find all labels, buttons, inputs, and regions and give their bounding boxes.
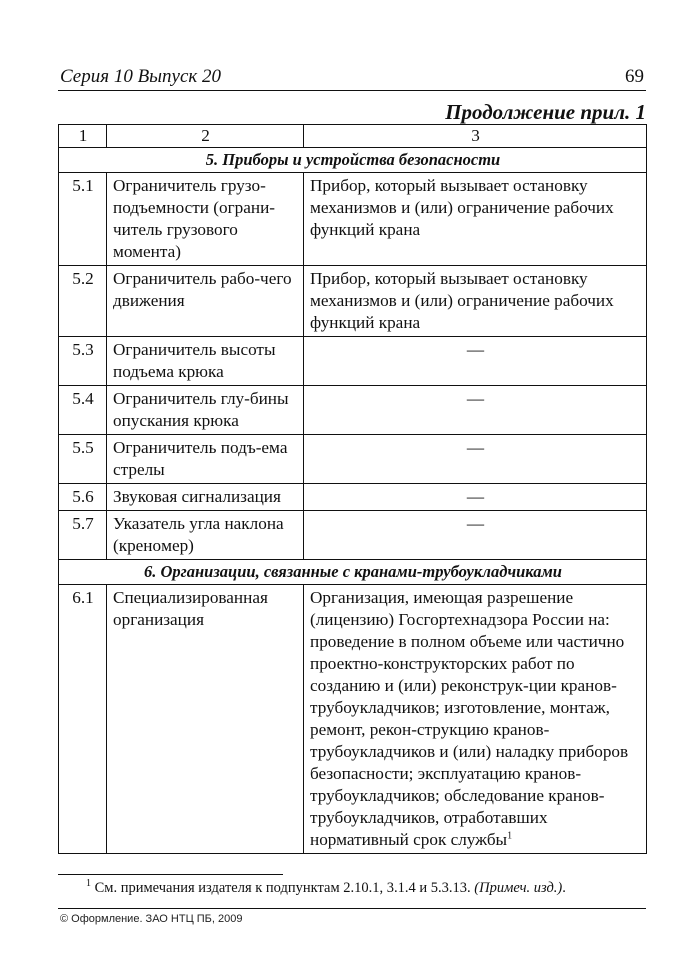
table-row bbox=[59, 484, 647, 511]
footnote-divider bbox=[58, 874, 283, 875]
definition-cell: — bbox=[304, 386, 647, 435]
series-title: Серия 10 Выпуск 20 bbox=[60, 66, 222, 87]
section-heading-row bbox=[59, 148, 647, 173]
definition-cell: Прибор, который вызывает остановку механизмов и (или) ограничение рабочих функций крана bbox=[304, 266, 647, 337]
terms-table bbox=[58, 124, 647, 854]
row-number: 5.7 bbox=[59, 511, 107, 560]
footnote-mark: 1 bbox=[86, 878, 91, 890]
footnote-text: См. примечания издателя к подпунктам 2.10.1, 3.1.4 и 5.3.13. bbox=[94, 880, 475, 896]
column-number: 1 bbox=[59, 125, 107, 148]
footnote-editor-note: (Примеч. изд.) bbox=[474, 880, 563, 896]
section-title: 5. Приборы и устройства безопасности bbox=[59, 148, 647, 173]
column-number: 3 bbox=[304, 125, 647, 148]
column-numbers-row bbox=[59, 125, 647, 148]
copyright-line: © Оформление. ЗАО НТЦ ПБ, 2009 bbox=[60, 913, 243, 925]
table-row bbox=[59, 173, 647, 266]
term-cell: Ограничитель рабо-чего движения bbox=[107, 266, 304, 337]
row-number: 5.5 bbox=[59, 435, 107, 484]
section-title: 6. Организации, связанные с кранами-трубоукладчиками bbox=[59, 560, 647, 585]
term-cell: Указатель угла наклона (кренoмер) bbox=[107, 511, 304, 560]
term-cell: Ограничитель глу-бины опускания крюка bbox=[107, 386, 304, 435]
bottom-divider bbox=[58, 908, 646, 909]
appendix-continuation-label: Продолжение прил. 1 bbox=[445, 100, 646, 124]
row-number: 5.6 bbox=[59, 484, 107, 511]
definition-cell: — bbox=[304, 484, 647, 511]
page-number: 69 bbox=[625, 66, 644, 87]
footnote-end: . bbox=[562, 880, 566, 896]
section-heading-row bbox=[59, 560, 647, 585]
definition-text: Организация, имеющая разрешение (лицензию) Госгортехнадзора России на: проведение в полном объеме или частично проектно-конструкторских работ по созданию и (или) реконструк-ции кранов-трубоукладчиков; изготовление, монтаж, ремонт, рекон-струкцию кранов-трубоукладчиков и (или) наладку приборов безопасности; эксплуатацию кранов-трубоукладчиков; обследование кранов-трубоукладчиков, отработавших нормативный срок службы bbox=[310, 588, 629, 849]
footnote bbox=[86, 880, 566, 897]
table-row bbox=[59, 337, 647, 386]
term-cell: Специализированная организация bbox=[107, 585, 304, 854]
definition-cell: Прибор, который вызывает остановку механизмов и (или) ограничение рабочих функций крана bbox=[304, 173, 647, 266]
row-number: 5.3 bbox=[59, 337, 107, 386]
row-number: 5.2 bbox=[59, 266, 107, 337]
footnote-reference: 1 bbox=[507, 830, 513, 842]
definition-cell: — bbox=[304, 337, 647, 386]
table-row bbox=[59, 435, 647, 484]
definition-cell bbox=[304, 585, 647, 854]
row-number: 6.1 bbox=[59, 585, 107, 854]
term-cell: Ограничитель высоты подъема крюка bbox=[107, 337, 304, 386]
definition-cell: — bbox=[304, 435, 647, 484]
table-row bbox=[59, 266, 647, 337]
table-row bbox=[59, 511, 647, 560]
page-header bbox=[58, 66, 646, 91]
column-number: 2 bbox=[107, 125, 304, 148]
table-row bbox=[59, 386, 647, 435]
definition-cell: — bbox=[304, 511, 647, 560]
term-cell: Ограничитель подъ-ема стрелы bbox=[107, 435, 304, 484]
term-cell: Звуковая сигнализация bbox=[107, 484, 304, 511]
row-number: 5.1 bbox=[59, 173, 107, 266]
term-cell: Ограничитель грузо-подъемности (ограни-читель грузового момента) bbox=[107, 173, 304, 266]
table-row bbox=[59, 585, 647, 854]
row-number: 5.4 bbox=[59, 386, 107, 435]
